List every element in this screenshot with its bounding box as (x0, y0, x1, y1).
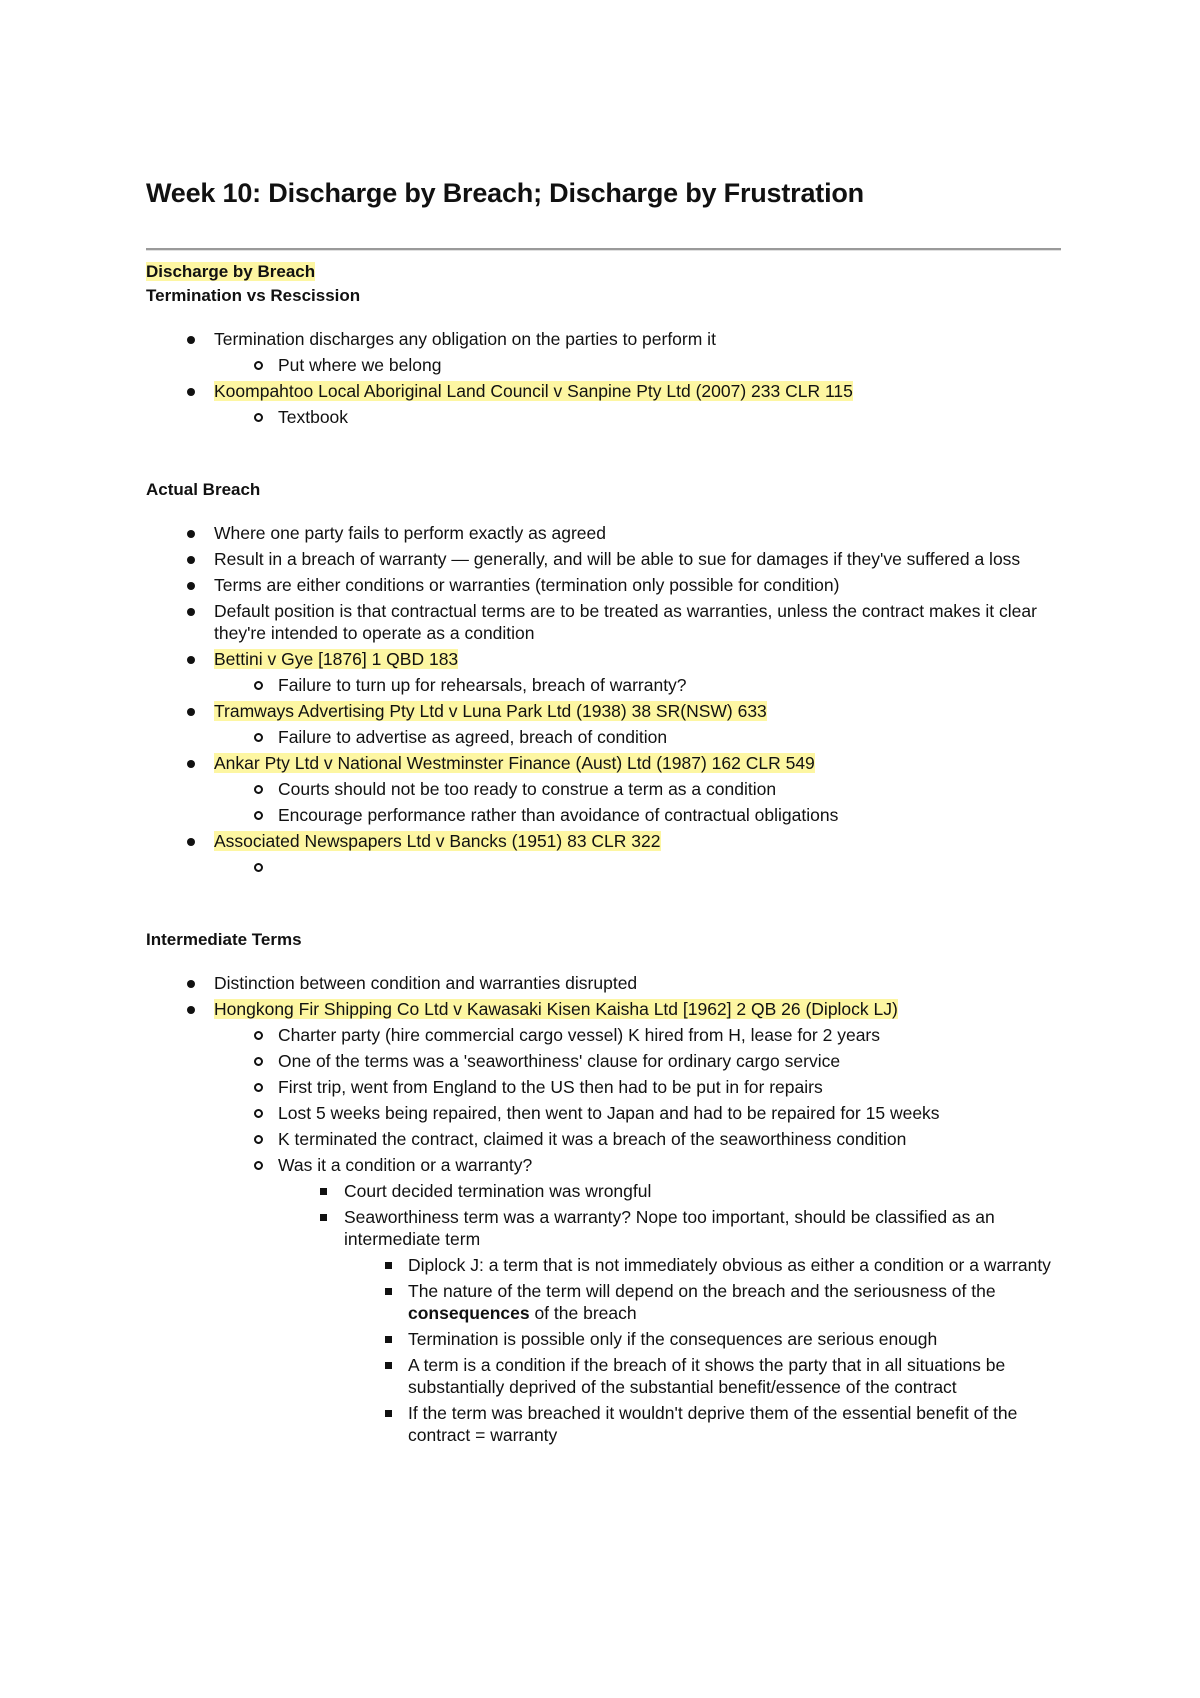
square-bullet-icon (385, 1410, 392, 1417)
list-item: Courts should not be too ready to construe a term as a condition (146, 778, 1061, 800)
list-item: Seaworthiness term was a warranty? Nope too important, should be classified as an intermediate term Diplock J: a term that is not immediately obvious as either a condition or a warranty The nature of the term will depend on the breach and the seriousness of the consequences of the breach Termination is possible only if the consequences are serious enough A term is a condition if the breach of it shows the party that in all situations be substantially deprived of the substantial benefit/essence of the contract If the term was breached it wouldn't deprive them of the essential benefit of the contract = warranty (146, 1206, 1061, 1446)
notes-content (146, 260, 1061, 1450)
case-citation: Hongkong Fir Shipping Co Ltd v Kawasaki Kisen Kaisha Ltd [1962] 2 QB 26 (Diplock LJ) (214, 999, 898, 1019)
hollow-bullet-icon (254, 733, 263, 742)
list-item: Default position is that contractual terms are to be treated as warranties, unless the contract makes it clear they're intended to operate as a condition (146, 600, 1061, 644)
case-citation: Koompahtoo Local Aboriginal Land Council v Sanpine Pty Ltd (2007) 233 CLR 115 (214, 381, 853, 401)
section-heading-discharge-by-breach: Discharge by Breach (146, 262, 316, 281)
list-item: Encourage performance rather than avoidance of contractual obligations (146, 804, 1061, 826)
square-bullet-icon (385, 1336, 392, 1343)
square-bullet-icon (320, 1188, 327, 1195)
hollow-bullet-icon (254, 1083, 263, 1092)
bullet-icon (187, 980, 195, 988)
list-item (146, 700, 1061, 748)
square-bullet-icon (385, 1262, 392, 1269)
list-item: Put where we belong (146, 354, 1061, 376)
case-citation: Associated Newspapers Ltd v Bancks (1951) 83 CLR 322 (214, 831, 661, 851)
title-divider (146, 248, 1061, 251)
intermediate-terms-list (146, 972, 1061, 1446)
subheading-termination-vs-rescission: Termination vs Rescission (146, 286, 361, 305)
list-item: Failure to advertise as agreed, breach of condition (146, 726, 1061, 748)
section-heading-intermediate-terms: Intermediate Terms (146, 930, 302, 949)
list-item: Was it a condition or a warranty? Court decided termination was wrongful Seaworthiness term was a warranty? Nope too important, should be classified as an intermediate term Diplock J: a term that is not immediately obvious as either a condition or a warranty The nature of the term will depend on the breach and the seriousness of the consequences of the breach Termination is possible only if the consequences are serious enough A term is a condition if the breach of it shows the party that in all situations be substantially deprived of the substantial benefit/essence of the contract If the term was breached it wouldn't deprive them of the essential benefit of the contract = warranty (146, 1154, 1061, 1446)
hollow-bullet-icon (254, 681, 263, 690)
square-bullet-icon (320, 1214, 327, 1221)
list-item: One of the terms was a 'seaworthiness' clause for ordinary cargo service (146, 1050, 1061, 1072)
hollow-bullet-icon (254, 1135, 263, 1144)
case-citation: Bettini v Gye [1876] 1 QBD 183 (214, 649, 459, 669)
list-item (146, 648, 1061, 696)
emphasis-consequences: consequences (408, 1303, 530, 1323)
list-item: Distinction between condition and warranties disrupted (146, 972, 1061, 994)
actual-breach-list (146, 522, 1061, 878)
bullet-icon (187, 1006, 195, 1014)
list-item: Lost 5 weeks being repaired, then went to Japan and had to be repaired for 15 weeks (146, 1102, 1061, 1124)
termination-list (146, 328, 1061, 428)
list-item: A term is a condition if the breach of it shows the party that in all situations be substantially deprived of the substantial benefit/essence of the contract (146, 1354, 1061, 1398)
list-item: K terminated the contract, claimed it was a breach of the seaworthiness condition (146, 1128, 1061, 1150)
hollow-bullet-icon (254, 361, 263, 370)
list-item (146, 856, 1061, 878)
bullet-icon (187, 708, 195, 716)
list-item (146, 380, 1061, 428)
list-item: Failure to turn up for rehearsals, breach of warranty? (146, 674, 1061, 696)
list-item: Termination discharges any obligation on the parties to perform it Put where we belong (146, 328, 1061, 376)
bullet-icon (187, 530, 195, 538)
bullet-icon (187, 838, 195, 846)
hollow-bullet-icon (254, 413, 263, 422)
bullet-icon (187, 556, 195, 564)
case-citation: Ankar Pty Ltd v National Westminster Finance (Aust) Ltd (1987) 162 CLR 549 (214, 753, 815, 773)
list-item: Diplock J: a term that is not immediately obvious as either a condition or a warranty (146, 1254, 1061, 1276)
hollow-bullet-icon (254, 1109, 263, 1118)
list-item (146, 998, 1061, 1446)
hollow-bullet-icon (254, 785, 263, 794)
list-item: The nature of the term will depend on the breach and the seriousness of the consequences of the breach (146, 1280, 1061, 1324)
list-item: Court decided termination was wrongful (146, 1180, 1061, 1202)
bullet-icon (187, 336, 195, 344)
hollow-bullet-icon (254, 811, 263, 820)
bullet-icon (187, 760, 195, 768)
list-item: Where one party fails to perform exactly as agreed (146, 522, 1061, 544)
list-item: First trip, went from England to the US then had to be put in for repairs (146, 1076, 1061, 1098)
case-citation: Tramways Advertising Pty Ltd v Luna Park Ltd (1938) 38 SR(NSW) 633 (214, 701, 767, 721)
hollow-bullet-icon (254, 863, 263, 872)
bullet-icon (187, 656, 195, 664)
page-title: Week 10: Discharge by Breach; Discharge by Frustration (146, 178, 864, 208)
section-heading-actual-breach: Actual Breach (146, 480, 261, 499)
list-item (146, 830, 1061, 878)
list-item (146, 752, 1061, 826)
list-item: Textbook (146, 406, 1061, 428)
list-item: Termination is possible only if the consequences are serious enough (146, 1328, 1061, 1350)
hollow-bullet-icon (254, 1161, 263, 1170)
square-bullet-icon (385, 1288, 392, 1295)
hollow-bullet-icon (254, 1031, 263, 1040)
bullet-icon (187, 608, 195, 616)
square-bullet-icon (385, 1362, 392, 1369)
list-item: Result in a breach of warranty — generally, and will be able to sue for damages if they've suffered a loss (146, 548, 1061, 570)
bullet-icon (187, 388, 195, 396)
bullet-icon (187, 582, 195, 590)
hollow-bullet-icon (254, 1057, 263, 1066)
list-item: Charter party (hire commercial cargo vessel) K hired from H, lease for 2 years (146, 1024, 1061, 1046)
list-item: Terms are either conditions or warranties (termination only possible for condition) (146, 574, 1061, 596)
list-item: If the term was breached it wouldn't deprive them of the essential benefit of the contract = warranty (146, 1402, 1061, 1446)
